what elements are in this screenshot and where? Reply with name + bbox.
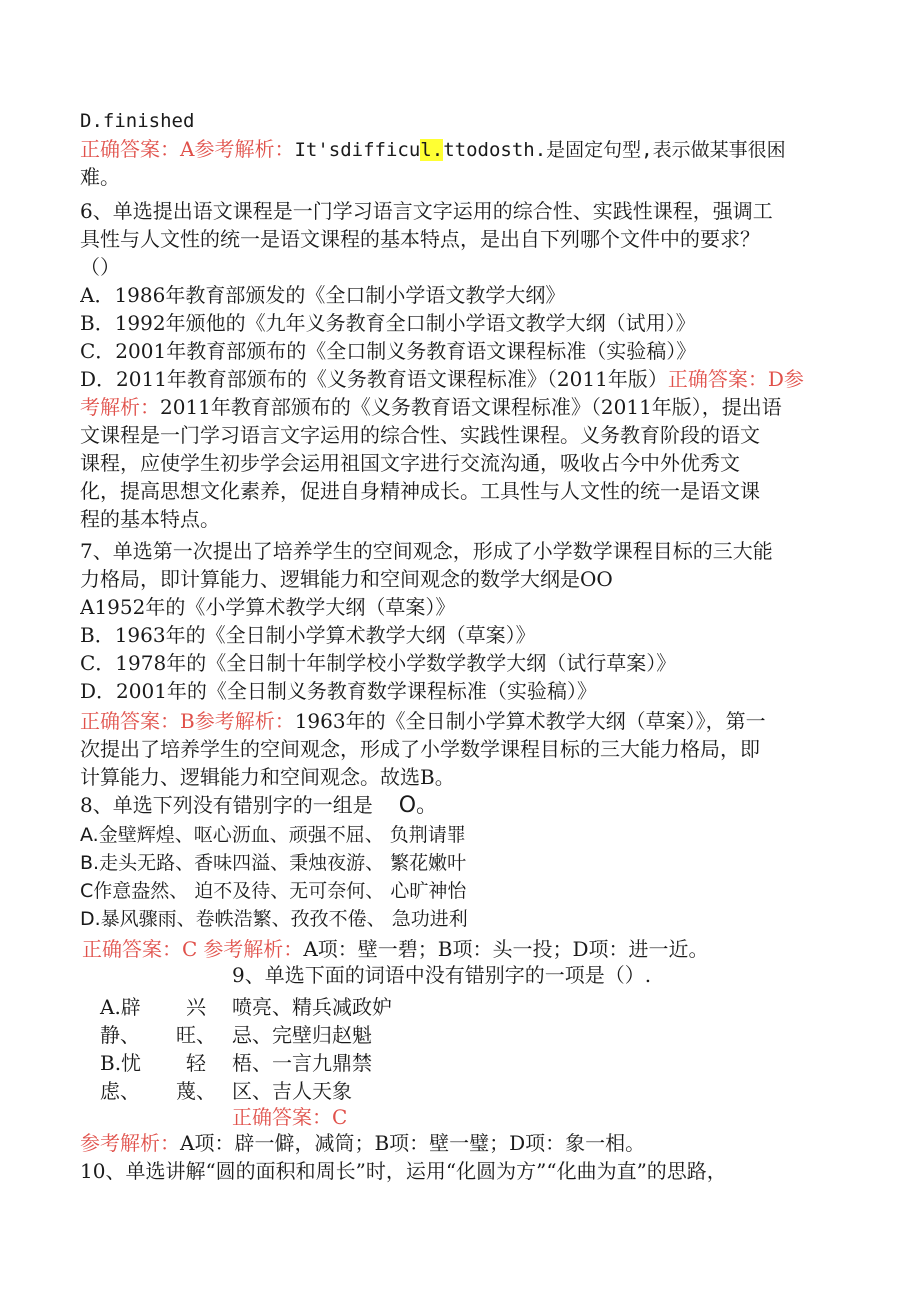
q9-col3-row3: 梧、一言九鼎禁	[232, 1051, 372, 1075]
q9-col2-row1: 兴	[186, 995, 206, 1019]
q9-col2-row4: 蔑、	[176, 1079, 216, 1103]
q7-analysis-line3: 计算能力、逻辑能力和空间观念。故选B。	[80, 765, 455, 789]
q6-stem-line3: （）	[80, 255, 120, 279]
q8-option-d: D.暴风骤雨、卷帙浩繁、孜孜不倦、 急功进利	[80, 908, 468, 930]
q7-option-d: D．2001年的《全日制义务教育数学课程标准（实验稿）》	[80, 679, 597, 703]
q9-col3-row2: 忌、完壁归赵魁	[232, 1023, 372, 1047]
q7-stem-line2: 力格局，即计算能力、逻辑能力和空间观念的数学大纲是OO	[80, 567, 613, 591]
q5-answer-value: A	[180, 137, 195, 161]
q9-col1-row1: A.辟	[100, 995, 141, 1019]
q9-col1-row3: B.忧	[100, 1051, 142, 1075]
q8-stem-tail: O。	[398, 793, 439, 818]
q10-stem-line1: 10、单选讲解“圆的面积和周长”时，运用“化圆为方”“化曲为直”的思路，	[80, 1159, 727, 1183]
q6-option-c: C．2001年教育部颁布的《全口制义务教育语文课程标准（实验稿）》	[80, 339, 697, 363]
q5-analysis-label: 参考解析：	[194, 137, 295, 161]
q7-analysis-line2: 次提出了培养学生的空间观念，形成了小学数学课程目标的三大能力格局，即	[80, 737, 760, 761]
q5-analysis-part1: It'sdifficu	[294, 139, 421, 161]
q9-analysis-label: 参考解析：	[80, 1131, 180, 1155]
q9-answer: 正确答案：C	[232, 1105, 348, 1129]
q9-analysis-line	[80, 1129, 840, 1157]
q5-analysis-part2: ttodosth.是固定句型,表示做某事很困	[443, 139, 786, 161]
q6-option-a: A．1986年教育部颁发的《全口制小学语文教学大纲》	[80, 283, 566, 307]
q8-option-a: A.金壁辉煌、呕心沥血、顽强不屈、 负荆请罪	[80, 824, 466, 846]
q5-analysis-line2: 难。	[80, 165, 120, 189]
q9-stem: 9、单选下面的词语中没有错别字的一项是（）.	[232, 963, 652, 987]
q6-option-d: D．2011年教育部颁布的《义务教育语文课程标准》（2011年版）	[80, 367, 668, 391]
q9-col3-row4: 区、吉人天象	[232, 1079, 352, 1103]
q9-analysis-text: A项：辟一僻，减筒；B项：壁一璧；D项：象一相。	[180, 1131, 646, 1155]
q6-analysis-text1: 2011年教育部颁布的《义务教育语文课程标准》（2011年版），提出语	[160, 395, 782, 419]
q8-option-c: C作意盎然、 迫不及待、无可奈何、 心旷神怡	[80, 880, 467, 902]
q6-stem-line1: 6、单选提出语文课程是一门学习语言文字运用的综合性、实践性课程，强调工	[80, 199, 773, 223]
q8-answer-label: 正确答案：C	[82, 937, 198, 961]
q7-analysis-text1: 1963年的《全日制小学算术教学大纲（草案）》，第一	[294, 709, 766, 733]
q6-analysis-line5: 程的基本特点。	[80, 507, 220, 531]
q8-stem-line	[80, 791, 840, 819]
q6-analysis-line4: 化，提高思想文化素养，促进自身精神成长。工具性与人文性的统一是语文课	[80, 479, 760, 503]
q8-answer-line	[82, 935, 842, 963]
q7-stem-line1: 7、单选第一次提出了培养学生的空间观念，形成了小学数学课程目标的三大能	[80, 539, 773, 563]
q7-option-c: C．1978年的《全日制十年制学校小学数学教学大纲（试行草案）》	[80, 651, 677, 675]
q7-answer-label: 正确答案：B参考解析：	[80, 709, 295, 733]
q7-option-b: B．1963年的《全日制小学算术教学大纲（草案）》	[80, 623, 536, 647]
q6-option-d-line	[80, 365, 840, 393]
q6-analysis-line3: 课程，应使学生初步学会运用祖国文字进行交流沟通，吸收占今中外优秀文	[80, 451, 740, 475]
q6-analysis-label: 考解析：	[80, 395, 160, 419]
q9-col3-row1: 喷亮、精兵减政妒	[232, 995, 392, 1019]
q5-answer-label: 正确答案：	[80, 137, 180, 161]
q6-analysis-line1	[80, 393, 840, 421]
q9-col2-row2: 旺、	[176, 1023, 216, 1047]
q6-analysis-line2: 文课程是一门学习语言文字运用的综合性、实践性课程。义务教育阶段的语文	[80, 423, 760, 447]
q5-analysis-highlight: l.	[420, 139, 444, 161]
q6-answer: 正确答案：D参	[667, 367, 804, 391]
q5-option-d: D.finished	[80, 110, 195, 132]
q5-answer-line	[80, 135, 840, 163]
q8-analysis-label: 参考解析：	[203, 937, 304, 961]
q8-analysis-text: A项：壁一碧；B项：头一投；D项：进一近。	[303, 937, 709, 961]
q9-col2-row3: 轻	[186, 1051, 206, 1075]
q6-stem-line2: 具性与人文性的统一是语文课程的基本特点，是出自下列哪个文件中的要求？	[80, 227, 760, 251]
q6-option-b: B．1992年颁他的《九年义务教育全口制小学语文教学大纲（试用）》	[80, 311, 696, 335]
q9-col1-row4: 虑、	[100, 1079, 140, 1103]
q8-stem: 8、单选下列没有错别字的一组是	[80, 793, 373, 817]
q9-col1-row2: 静、	[100, 1023, 140, 1047]
q7-analysis-line1	[80, 707, 840, 735]
q7-option-a: A1952年的《小学算术教学大纲（草案）》	[80, 595, 456, 619]
q8-option-b: B.走头无路、香味四溢、秉烛夜游、 繁花嫩叶	[80, 852, 467, 874]
